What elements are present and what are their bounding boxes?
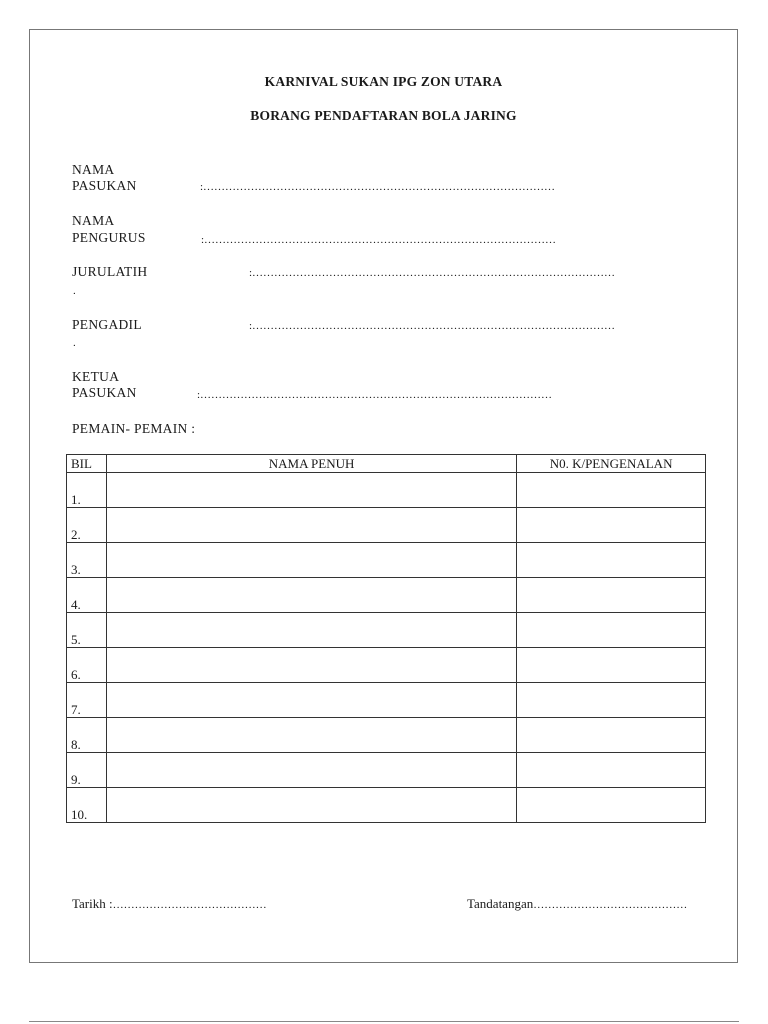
row-number: 9. <box>67 753 107 788</box>
registration-form <box>29 29 738 963</box>
row-number: 10. <box>67 788 107 823</box>
pengadil-label: PENGADIL <box>72 317 142 332</box>
form-title: KARNIVAL SUKAN IPG ZON UTARA <box>264 74 503 89</box>
jurulatih-label: JURULATIH <box>72 264 148 279</box>
column-header-no-kp: N0. K/PENGENALAN <box>517 455 706 473</box>
ketua-pasukan-label-line2: PASUKAN <box>72 385 137 400</box>
table-row <box>67 683 706 718</box>
nama-penuh-cell[interactable] <box>106 613 516 648</box>
ketua-pasukan-fill-line[interactable]: :…………………………………………………………………………………… <box>197 389 553 401</box>
form-subtitle: BORANG PENDAFTARAN BOLA JARING <box>250 108 517 123</box>
date-field <box>72 896 267 912</box>
no-kp-cell[interactable] <box>517 753 706 788</box>
row-number: 6. <box>67 648 107 683</box>
column-header-nama-penuh: NAMA PENUH <box>106 455 516 473</box>
signature-fill-line[interactable]: …………………………………… <box>533 899 688 911</box>
row-number: 8. <box>67 718 107 753</box>
no-kp-cell[interactable] <box>517 508 706 543</box>
nama-penuh-cell[interactable] <box>106 648 516 683</box>
pengadil-fill-line[interactable]: :……………………………………………………………………………………… <box>249 320 616 332</box>
row-number: 3. <box>67 543 107 578</box>
nama-pengurus-label-line1: NAMA <box>72 213 115 228</box>
nama-penuh-cell[interactable] <box>106 578 516 613</box>
row-number: 2. <box>67 508 107 543</box>
nama-penuh-cell[interactable] <box>106 508 516 543</box>
row-number: 5. <box>67 613 107 648</box>
no-kp-cell[interactable] <box>517 543 706 578</box>
nama-penuh-cell[interactable] <box>106 683 516 718</box>
nama-penuh-cell[interactable] <box>106 753 516 788</box>
nama-penuh-cell[interactable] <box>106 718 516 753</box>
table-row <box>67 508 706 543</box>
no-kp-cell[interactable] <box>517 788 706 823</box>
date-fill-line[interactable]: …………………………………… <box>112 899 267 911</box>
table-row <box>67 648 706 683</box>
table-row <box>67 578 706 613</box>
pengadil-stray-dot: . <box>73 337 76 349</box>
players-table <box>66 454 706 823</box>
nama-pengurus-fill-line[interactable]: :…………………………………………………………………………………… <box>201 234 557 246</box>
no-kp-cell[interactable] <box>517 613 706 648</box>
nama-penuh-cell[interactable] <box>106 543 516 578</box>
date-label: Tarikh : <box>72 896 113 911</box>
table-row <box>67 613 706 648</box>
no-kp-cell[interactable] <box>517 683 706 718</box>
jurulatih-stray-dot: . <box>73 285 76 297</box>
players-table-header <box>67 455 706 473</box>
table-row <box>67 788 706 823</box>
signature-field <box>467 896 687 912</box>
table-row <box>67 473 706 508</box>
nama-pasukan-label-line2: PASUKAN <box>72 178 137 193</box>
table-row <box>67 543 706 578</box>
nama-penuh-cell[interactable] <box>106 473 516 508</box>
footer-rule <box>29 1021 739 1022</box>
row-number: 7. <box>67 683 107 718</box>
signature-label: Tandatangan <box>467 896 534 911</box>
table-row <box>67 753 706 788</box>
jurulatih-fill-line[interactable]: :……………………………………………………………………………………… <box>249 267 616 279</box>
column-header-bil: BIL <box>67 455 107 473</box>
no-kp-cell[interactable] <box>517 473 706 508</box>
nama-pengurus-label-line2: PENGURUS <box>72 230 146 245</box>
players-section-label: PEMAIN- PEMAIN : <box>72 421 196 436</box>
nama-pasukan-fill-line[interactable]: :…………………………………………………………………………………… <box>200 181 556 193</box>
nama-penuh-cell[interactable] <box>106 788 516 823</box>
row-number: 4. <box>67 578 107 613</box>
no-kp-cell[interactable] <box>517 648 706 683</box>
ketua-pasukan-label-line1: KETUA <box>72 369 120 384</box>
nama-pasukan-label-line1: NAMA <box>72 162 115 177</box>
no-kp-cell[interactable] <box>517 578 706 613</box>
table-row <box>67 718 706 753</box>
no-kp-cell[interactable] <box>517 718 706 753</box>
row-number: 1. <box>67 473 107 508</box>
